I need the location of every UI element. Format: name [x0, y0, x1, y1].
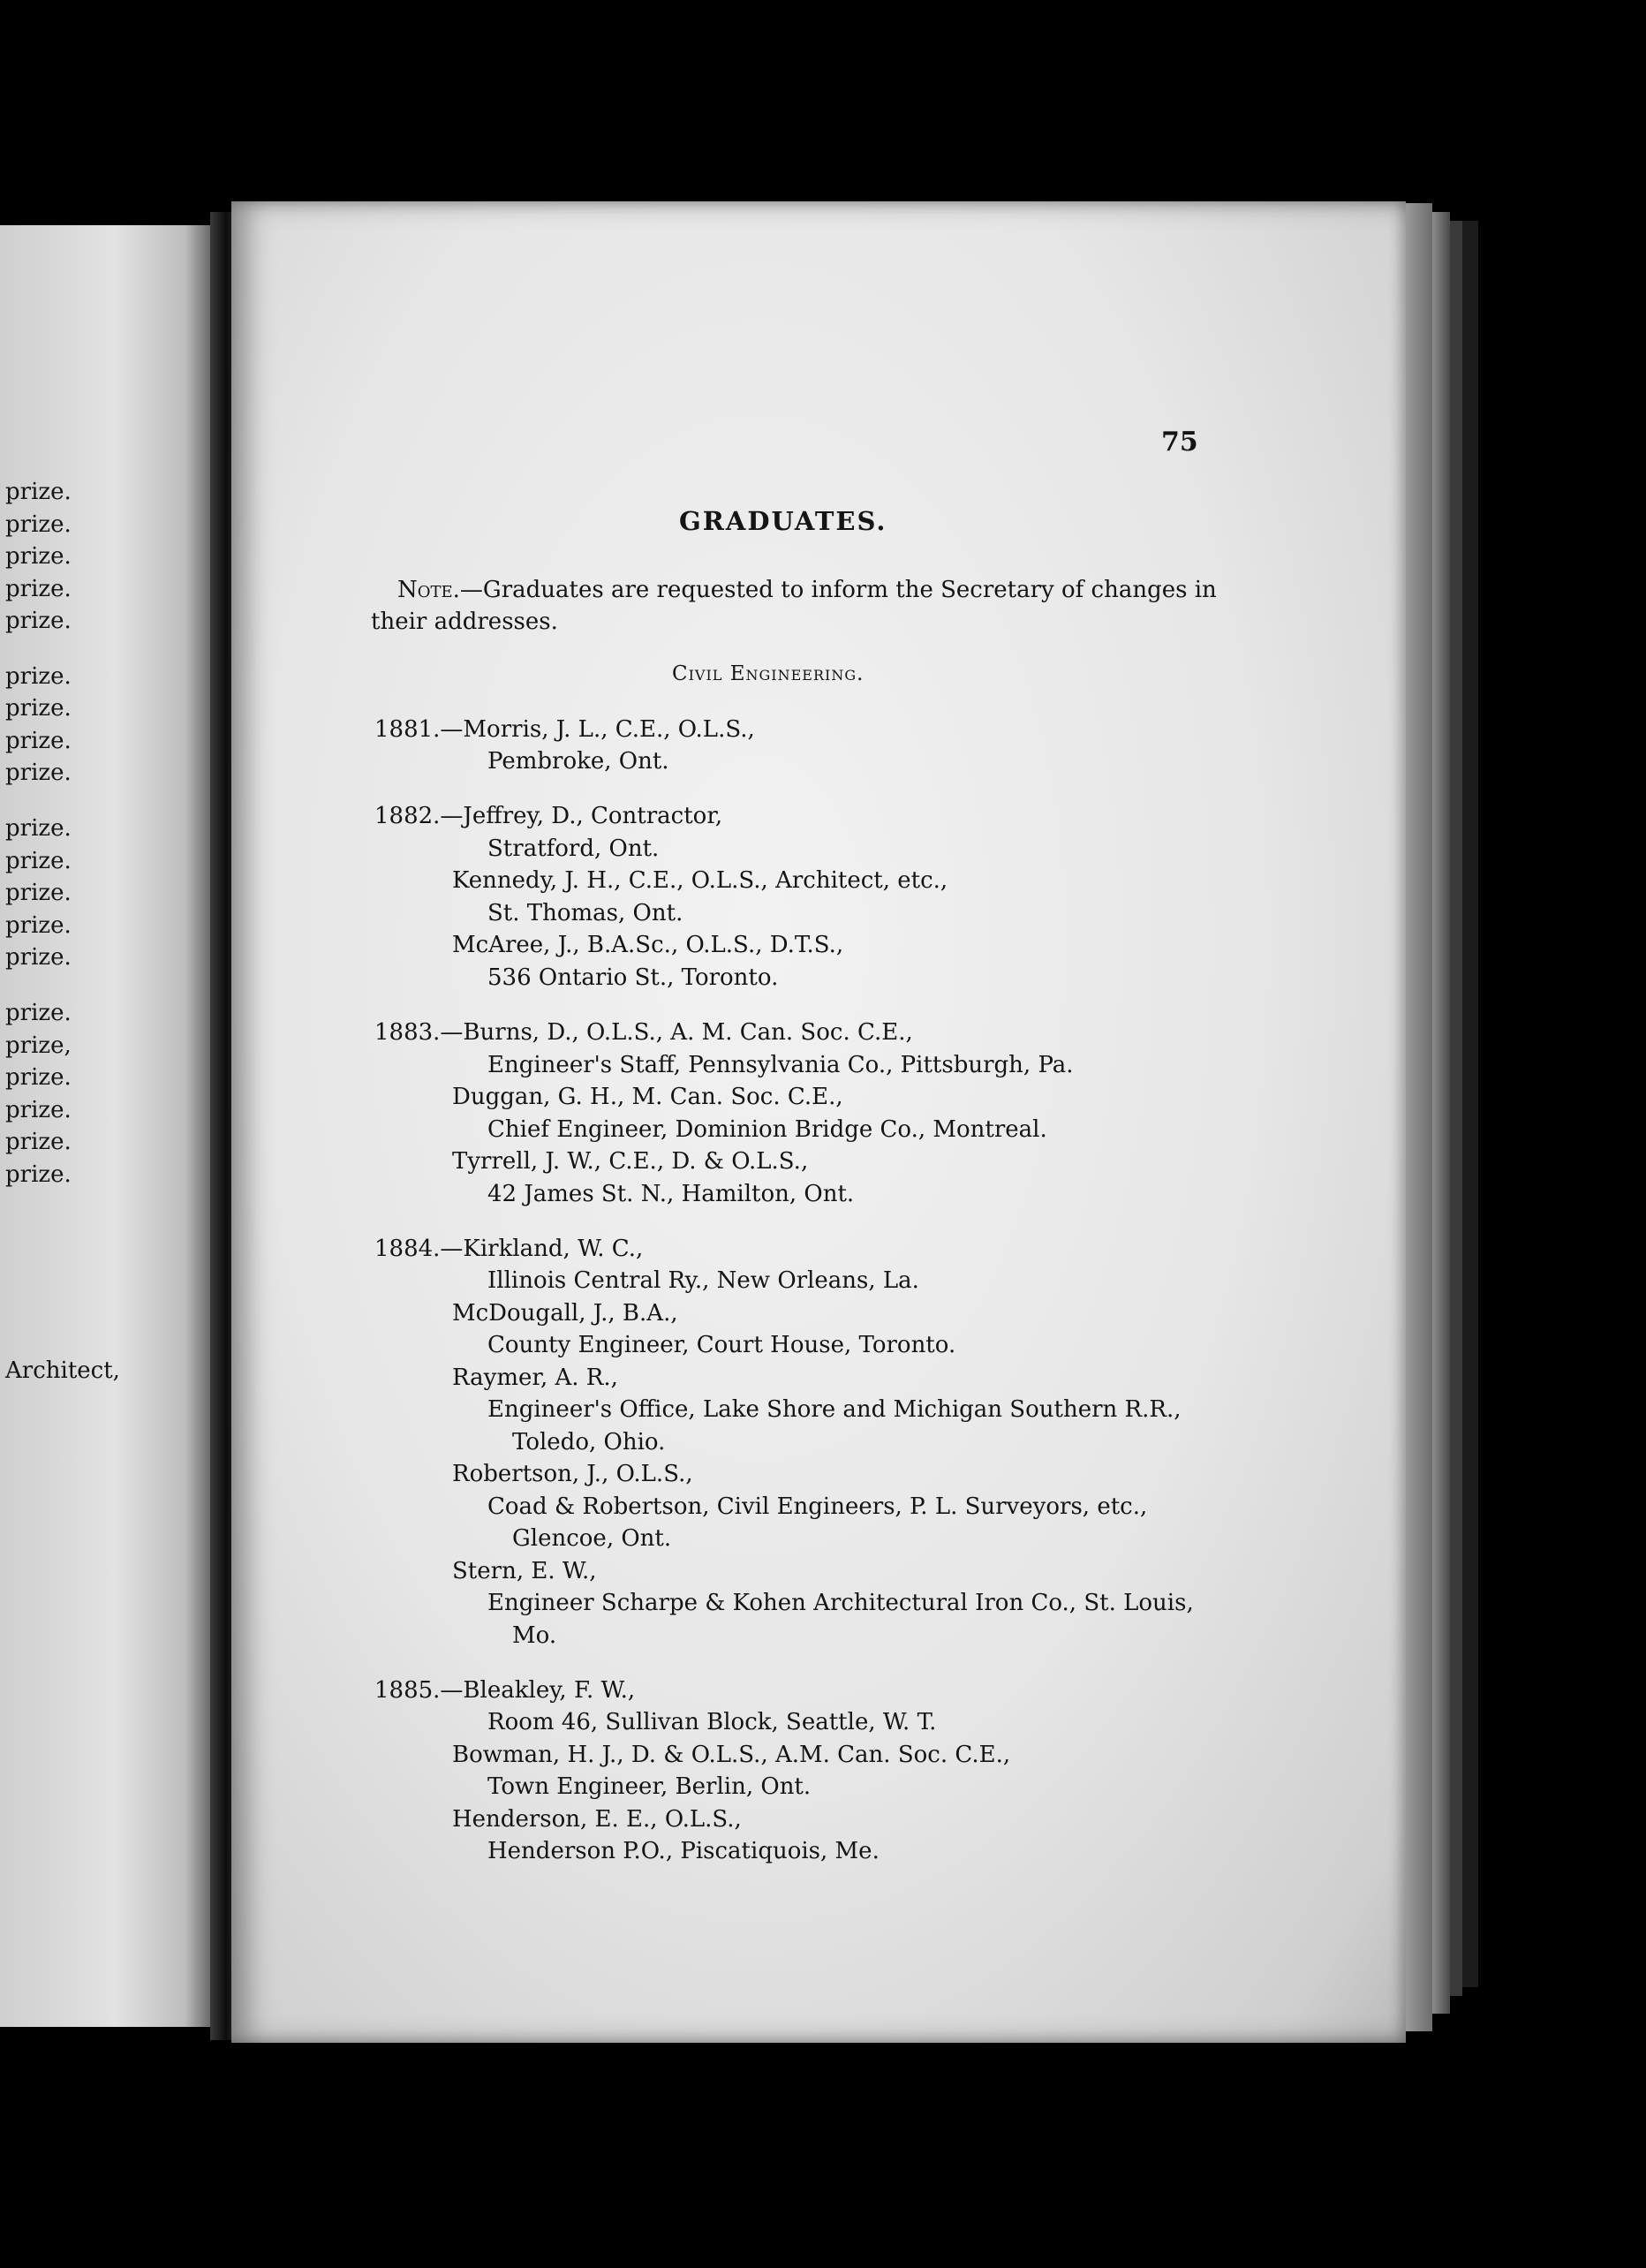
page-edge: [1432, 212, 1450, 2014]
entry-line: 1885.—Bleakley, F. W.,: [374, 1677, 636, 1704]
note-line: [397, 578, 1217, 601]
left-page-line: prize.: [5, 1064, 72, 1091]
entry-line: Toledo, Ohio.: [512, 1429, 666, 1455]
entry-line: County Engineer, Court House, Toronto.: [487, 1332, 956, 1358]
entry-line: McDougall, J., B.A.,: [452, 1300, 678, 1327]
left-page-line: prize.: [5, 815, 72, 842]
right-page: [231, 201, 1406, 2043]
left-page-line: prize.: [5, 880, 72, 906]
entry-line: Illinois Central Ry., New Orleans, La.: [487, 1267, 919, 1294]
note-text: —Graduates are requested to inform the Secretary of changes in: [459, 577, 1217, 603]
entry-line: 1883.—Burns, D., O.L.S., A. M. Can. Soc. C.E.,: [374, 1019, 913, 1046]
left-page-line: prize.: [5, 1129, 72, 1155]
left-page-line: prize.: [5, 543, 72, 570]
entry-line: Henderson, E. E., O.L.S.,: [452, 1806, 742, 1833]
entry-line: Chief Engineer, Dominion Bridge Co., Montreal.: [487, 1116, 1047, 1143]
left-page-line: prize,: [5, 1032, 72, 1059]
entry-line: 1882.—Jeffrey, D., Contractor,: [374, 803, 723, 829]
entry-line: Coad & Robertson, Civil Engineers, P. L. Surveyors, etc.,: [487, 1493, 1148, 1520]
entry-line: 42 James St. N., Hamilton, Ont.: [487, 1181, 855, 1207]
entry-line: Kennedy, J. H., C.E., O.L.S., Architect, etc.,: [452, 867, 948, 894]
entry-line: 536 Ontario St., Toronto.: [487, 964, 779, 991]
entry-line: 1884.—Kirkland, W. C.,: [374, 1236, 644, 1262]
entry-line: Henderson P.O., Piscatiquois, Me.: [487, 1838, 880, 1864]
entry-line: Mo.: [512, 1622, 557, 1649]
left-page-line: prize.: [5, 944, 72, 971]
entry-line: Town Engineer, Berlin, Ont.: [487, 1773, 812, 1800]
left-page-line: prize.: [5, 1097, 72, 1123]
page-number: 75: [1161, 427, 1198, 457]
left-page-line: prize.: [5, 695, 72, 722]
page-title: GRADUATES.: [679, 506, 887, 536]
entry-line: 1881.—Morris, J. L., C.E., O.L.S.,: [374, 716, 755, 743]
entry-line: Duggan, G. H., M. Can. Soc. C.E.,: [452, 1084, 843, 1110]
entry-line: Pembroke, Ont.: [487, 748, 669, 775]
note-lead: Note.: [397, 577, 460, 603]
entry-line: Raymer, A. R.,: [452, 1365, 618, 1391]
left-page-line: prize.: [5, 760, 72, 786]
left-page-line: prize.: [5, 848, 72, 874]
entry-line: Tyrrell, J. W., C.E., D. & O.L.S.,: [452, 1148, 809, 1175]
entry-line: Stratford, Ont.: [487, 835, 660, 862]
section-heading: Civil Engineering.: [672, 662, 865, 685]
left-page-line: prize.: [5, 608, 72, 634]
left-page-line: prize.: [5, 728, 72, 754]
note-continuation: their addresses.: [371, 609, 558, 635]
entry-line: St. Thomas, Ont.: [487, 900, 683, 926]
entry-line: Engineer's Office, Lake Shore and Michigan Southern R.R.,: [487, 1396, 1182, 1423]
left-page-line: prize.: [5, 576, 72, 602]
left-page-line: prize.: [5, 663, 72, 690]
page-edge: [1462, 221, 1478, 1987]
left-page-fragment: [0, 225, 210, 2027]
entry-line: McAree, J., B.A.Sc., O.L.S., D.T.S.,: [452, 932, 844, 958]
left-page-line: prize.: [5, 1161, 72, 1188]
entry-line: Bowman, H. J., D. & O.L.S., A.M. Can. Soc. C.E.,: [452, 1742, 1011, 1768]
entry-line: Engineer Scharpe & Kohen Architectural Iron Co., St. Louis,: [487, 1590, 1194, 1616]
left-page-line: prize.: [5, 1000, 72, 1026]
page-edge: [1406, 203, 1432, 2031]
left-page-line: prize.: [5, 479, 72, 505]
left-page-line: Architect,: [5, 1357, 120, 1384]
entry-line: Robertson, J., O.L.S.,: [452, 1461, 693, 1487]
page-edge: [1450, 221, 1462, 1996]
entry-line: Glencoe, Ont.: [512, 1525, 672, 1552]
entry-line: Room 46, Sullivan Block, Seattle, W. T.: [487, 1709, 937, 1735]
left-page-line: prize.: [5, 511, 72, 538]
entry-line: Stern, E. W.,: [452, 1558, 597, 1584]
entry-line: Engineer's Staff, Pennsylvania Co., Pittsburgh, Pa.: [487, 1052, 1074, 1078]
left-page-line: prize.: [5, 912, 72, 939]
